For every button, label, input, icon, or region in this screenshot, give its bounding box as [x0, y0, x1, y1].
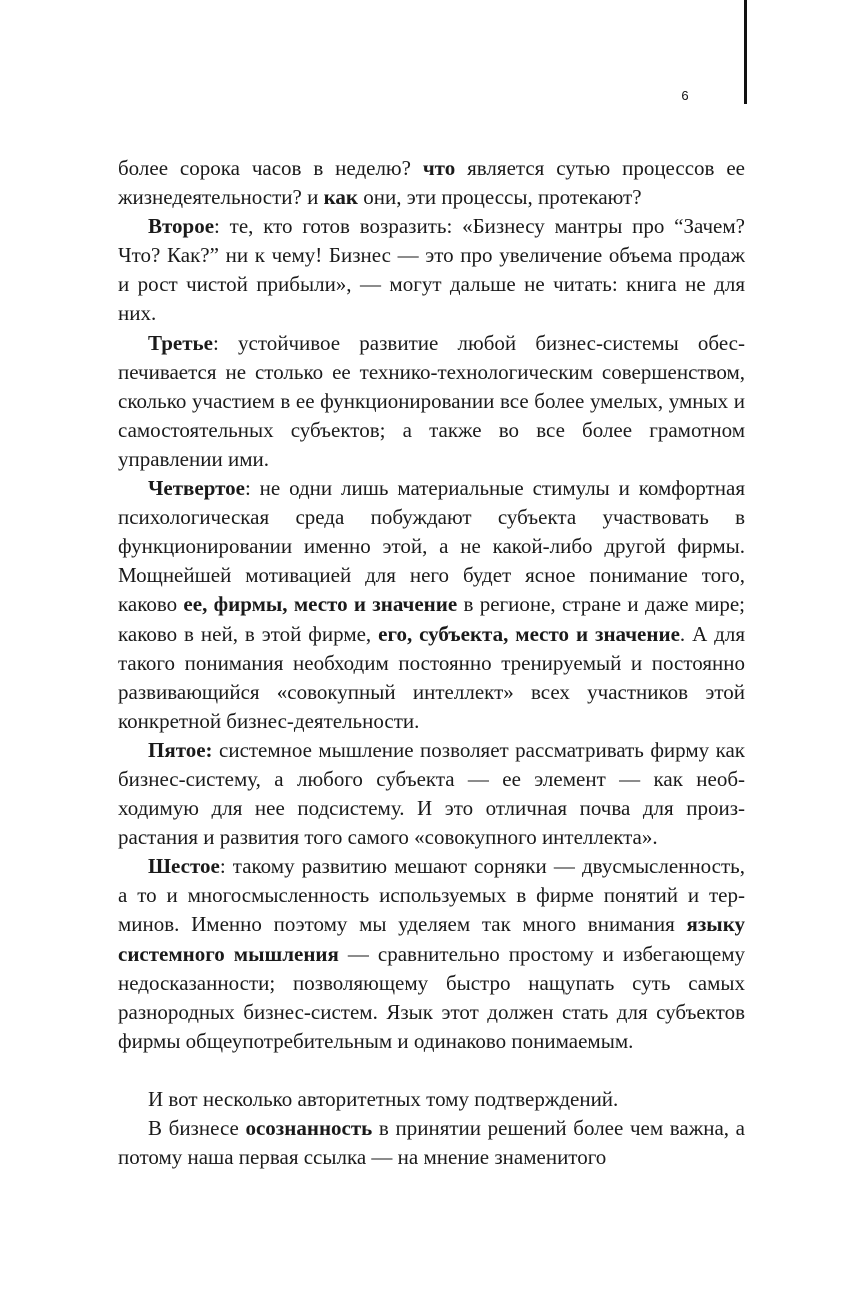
text-run: И вот несколько авторитетных тому подтверждений. — [148, 1086, 619, 1111]
text-run: : устойчивое развитие любой бизнес-системы обеспечивается не столько ее технико-технологическим совершенством, сколько участием в ее функционировании все более умелых, умных и самостоятельных субъектов; а также во все более грамотном управлении ими. — [118, 330, 745, 471]
paragraph-second — [118, 212, 745, 328]
bold-term: Шестое — [148, 854, 220, 879]
text-run: более сорока часов в неделю? — [118, 156, 423, 180]
text-run: : такому развитию мешают сорняки — двусмысленность, а то и многосмысленность используемых в фирме понятий и терминов. Именно поэтому мы уделяем так много внимания — [118, 854, 745, 937]
bold-term: его, субъекта, место и значение — [378, 621, 680, 646]
text-run: в регионе, стране и даже мире; каково в ней, в этой фирме, — [118, 592, 745, 646]
bold-term: Второе — [148, 214, 215, 239]
text-run: : не одни лишь материальные стимулы и комфортная психологическая среда побуждают субъекта участвовать в функционировании именно этой, а не какой-либо другой фирмы. Мощнейшей мотивацией для него будет ясное понимание того, каково — [118, 476, 745, 617]
paragraph-fourth — [118, 474, 745, 736]
page-number: 6 — [681, 88, 689, 103]
bold-term: ее, фирмы, место и значение — [183, 592, 458, 617]
bold-term: Четвертое — [148, 476, 245, 501]
bold-term: Пятое: — [148, 737, 213, 762]
bold-term: языку системного мышления — [118, 912, 745, 966]
paragraph-continuation — [118, 154, 745, 212]
paragraph-third — [118, 329, 745, 474]
bold-term: как — [323, 185, 358, 210]
page-edge-bar — [744, 0, 747, 104]
text-run: они, эти процессы, протекают? — [358, 185, 642, 210]
paragraph-confirmations-intro — [118, 1085, 745, 1114]
paragraph-awareness — [118, 1114, 745, 1172]
body-text — [118, 154, 745, 1172]
bold-term: что — [422, 156, 456, 180]
text-run: : те, кто готов возразить: «Бизнесу мантры про “Зачем? Что? Как?” ни к чему! Бизнес — это про увеличение объема продаж и рост чистой прибыли», — могут дальше не читать: книга не для них. — [118, 214, 745, 326]
paragraph-fifth — [118, 736, 745, 852]
paragraph-sixth — [118, 852, 745, 1056]
bold-term: осознанность — [245, 1116, 373, 1140]
text-run: является сутью процессов ее жизнедеятельности? и — [118, 156, 745, 210]
text-run: В бизнесе — [148, 1116, 246, 1140]
text-run: — сравнительно простому и избегающему недосказанности; позволяющему быстро нащупать суть самых разнородных бизнес-систем. Язык этот должен стать для субъектов фирмы общеупотребительным и одинаково понимаемым. — [118, 941, 745, 1053]
text-run: в принятии решений более чем важна, а потому наша первая ссылка — на мнение знаменитого — [118, 1116, 745, 1170]
bold-term: Третье — [148, 330, 213, 355]
text-run: . А для такого понимания необходим постоянно тренируемый и постоянно развивающийся «совокупный интеллект» всех участников этой конкретной бизнес-деятельности. — [118, 621, 745, 733]
text-run: системное мышление позволяет рассматривать фирму как бизнес-систему, а любого субъекта — ее элемент — как необходимую для нее подсистему. И это отличная почва для произрастания и развития того самого «совокупного интеллекта». — [118, 737, 745, 850]
